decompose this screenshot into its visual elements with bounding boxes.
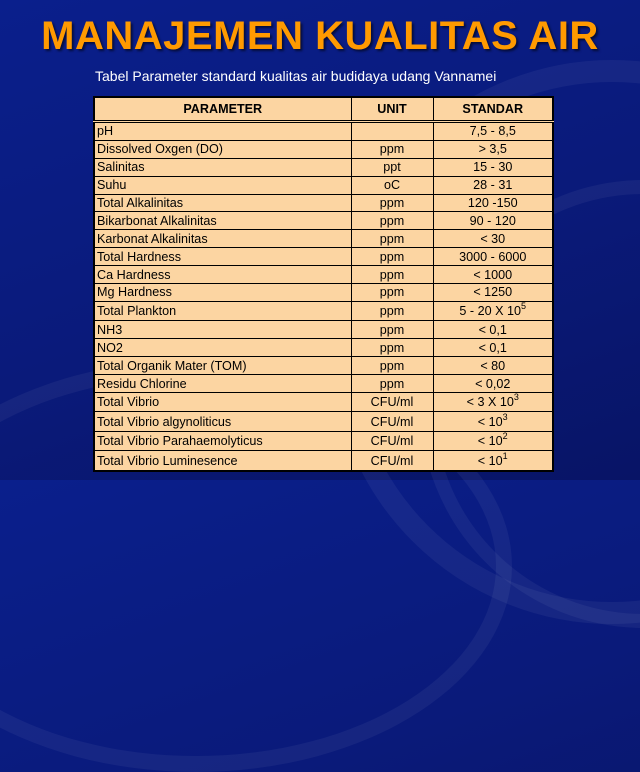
- standard-value: 120 -150: [467, 196, 518, 210]
- standard-cell: [433, 230, 553, 248]
- parameter-cell: Total Plankton: [94, 301, 351, 321]
- table-row: [94, 212, 553, 230]
- table-row: [94, 431, 553, 451]
- table-row: [94, 158, 553, 176]
- unit-cell: ppm: [351, 301, 433, 321]
- standard-exponent: 3: [502, 411, 508, 422]
- standard-cell: [433, 339, 553, 357]
- parameter-cell: Total Vibrio Parahaemolyticus: [94, 431, 351, 451]
- unit-cell: ppm: [351, 248, 433, 266]
- standard-cell: [433, 248, 553, 266]
- standard-cell: [433, 375, 553, 393]
- standard-value: < 10: [477, 453, 503, 468]
- standard-value: < 3 X 10: [466, 395, 514, 410]
- standard-cell: [433, 321, 553, 339]
- parameter-cell: Residu Chlorine: [94, 375, 351, 393]
- unit-cell: ppm: [351, 357, 433, 375]
- unit-cell: ppm: [351, 375, 433, 393]
- standard-value: < 10: [477, 414, 503, 429]
- parameter-cell: Dissolved Oxgen (DO): [94, 140, 351, 158]
- standard-cell: [433, 194, 553, 212]
- standard-cell: [433, 158, 553, 176]
- standard-cell: [433, 266, 553, 284]
- standard-value: 28 - 31: [473, 178, 513, 193]
- standard-value: < 30: [480, 231, 506, 246]
- header-unit: UNIT: [351, 97, 433, 122]
- standard-value: < 0,1: [478, 322, 507, 337]
- slide-title: MANAJEMEN KUALITAS AIR: [41, 14, 599, 58]
- unit-cell: ppm: [351, 321, 433, 339]
- standard-cell: [433, 412, 553, 432]
- standard-value: < 80: [480, 358, 506, 373]
- table-row: [94, 266, 553, 284]
- table-row: [94, 375, 553, 393]
- standard-exponent: 3: [513, 392, 519, 403]
- parameter-cell: NH3: [94, 321, 351, 339]
- standard-exponent: 5: [521, 301, 527, 312]
- standard-value: 5 - 20 X 10: [459, 304, 522, 319]
- unit-cell: ppm: [351, 230, 433, 248]
- parameter-cell: Total Alkalinitas: [94, 194, 351, 212]
- parameter-cell: Bikarbonat Alkalinitas: [94, 212, 351, 230]
- standard-cell: [433, 140, 553, 158]
- table-caption: Tabel Parameter standard kualitas air budidaya udang Vannamei: [95, 68, 497, 84]
- parameter-cell: Total Vibrio algynoliticus: [94, 412, 351, 432]
- table-row: [94, 194, 553, 212]
- unit-cell: oC: [351, 176, 433, 194]
- unit-cell: [351, 122, 433, 141]
- parameter-cell: Karbonat Alkalinitas: [94, 230, 351, 248]
- parameter-cell: Suhu: [94, 176, 351, 194]
- table-row: [94, 284, 553, 302]
- standard-value: 90 - 120: [469, 213, 516, 228]
- parameter-table: [93, 96, 554, 472]
- parameter-cell: Salinitas: [94, 158, 351, 176]
- parameter-cell: Total Vibrio: [94, 392, 351, 412]
- standard-cell: [433, 301, 553, 321]
- table-row: [94, 176, 553, 194]
- unit-cell: CFU/ml: [351, 392, 433, 412]
- parameter-cell: Mg Hardness: [94, 284, 351, 302]
- unit-cell: ppm: [351, 284, 433, 302]
- unit-cell: ppm: [351, 212, 433, 230]
- unit-cell: ppm: [351, 266, 433, 284]
- standard-exponent: 1: [502, 450, 508, 461]
- standard-cell: [433, 431, 553, 451]
- table-row: [94, 412, 553, 432]
- standard-cell: [433, 451, 553, 471]
- standard-value: 7,5 - 8,5: [469, 124, 516, 139]
- standard-value: < 10: [477, 434, 503, 449]
- unit-cell: ppt: [351, 158, 433, 176]
- table-row: [94, 140, 553, 158]
- standard-cell: [433, 284, 553, 302]
- parameter-cell: NO2: [94, 339, 351, 357]
- header-standard: STANDAR: [433, 97, 553, 122]
- standard-value: < 1000: [473, 267, 513, 282]
- parameter-cell: Total Hardness: [94, 248, 351, 266]
- unit-cell: ppm: [351, 339, 433, 357]
- table-row: [94, 392, 553, 412]
- table-row: [94, 339, 553, 357]
- table-row: [94, 122, 553, 141]
- standard-cell: [433, 357, 553, 375]
- standard-value: > 3,5: [478, 142, 507, 157]
- standard-exponent: 2: [502, 431, 508, 442]
- unit-cell: ppm: [351, 194, 433, 212]
- standard-value: < 0,1: [478, 340, 507, 355]
- standard-value: 15 - 30: [473, 160, 513, 175]
- standard-cell: [433, 176, 553, 194]
- unit-cell: CFU/ml: [351, 431, 433, 451]
- unit-cell: CFU/ml: [351, 451, 433, 471]
- standard-value: < 0,02: [475, 376, 511, 391]
- table-header-row: [94, 97, 553, 122]
- parameter-cell: Ca Hardness: [94, 266, 351, 284]
- table-row: [94, 357, 553, 375]
- parameter-cell: Total Organik Mater (TOM): [94, 357, 351, 375]
- table-row: [94, 301, 553, 321]
- standard-value: < 1250: [473, 285, 513, 300]
- standard-cell: [433, 122, 553, 141]
- unit-cell: ppm: [351, 140, 433, 158]
- parameter-cell: pH: [94, 122, 351, 141]
- standard-cell: [433, 212, 553, 230]
- parameter-cell: Total Vibrio Luminesence: [94, 451, 351, 471]
- standard-value: 3000 - 6000: [459, 249, 527, 264]
- standard-cell: [433, 392, 553, 412]
- table-row: [94, 451, 553, 471]
- header-parameter: PARAMETER: [94, 97, 351, 122]
- table-row: [94, 230, 553, 248]
- unit-cell: CFU/ml: [351, 412, 433, 432]
- table-row: [94, 321, 553, 339]
- table-row: [94, 248, 553, 266]
